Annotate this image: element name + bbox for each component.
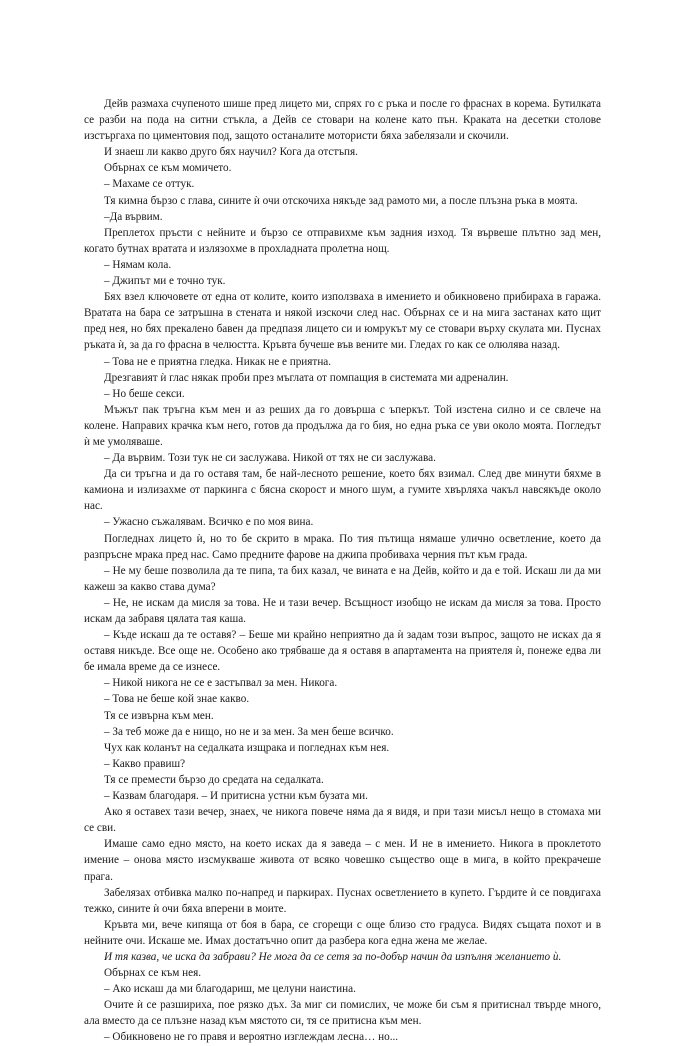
paragraph: – Не, не искам да мисля за това. Не и тази вечер. Всъщност изобщо не искам да мисля за това. Просто искам да забравя цялата тая каша. [84,596,601,625]
paragraph: Обърнах се към момичето. [104,162,232,175]
paragraph: Да си тръгна и да го оставя там, бе най-лесното решение, което бях взимал. След две минути бяхме в камиона и излизахме от паркинга с бясна скорост и много шум, а гумите хвърляха чакъл навсякъде около нас. [84,468,601,513]
paragraph: – Не му беше позволила да те пипа, та бих казал, че вината е на Дейв, който и да е той. Искаш ли да ми кажеш за какво става дума? [84,564,601,593]
paragraph: Преплетох пръсти с нейните и бързо се отправихме към задния изход. Тя вървеше плътно зад мен, когато бутнах вратата и излязохме в прохладната пролетна нощ. [84,226,601,255]
paragraph: Тя се премести бързо до средата на седалката. [104,773,324,786]
paragraph: – Ако искаш да ми благодариш, ме целуни наистина. [104,983,356,996]
paragraph: – Нямам кола. [104,258,172,271]
paragraph: – Това не е приятна гледка. Никак не е приятна. [104,355,332,368]
paragraph: Имаше само едно място, на което исках да я заведа – с мен. И не в имението. Никога в проклетото имение – онова място изсмукваше живота от всяко човешко същество още в мига, в който прекрачеше прага. [84,838,601,883]
paragraph: Кръвта ми, вече кипяща от боя в бара, се сгорещи с още близо сто градуса. Видях същата похот и в нейните очи. Искаше ме. Имах достатъчно опит да разбера кога една жена ме желае. [84,918,601,947]
paragraph: – Джипът ми е точно тук. [104,275,226,288]
paragraph: Забелязах отбивка малко по-напред и паркирах. Пуснах осветлението в купето. Гърдите ѝ се повдигаха тежко, сините ѝ очи бяха вперени в моите. [84,886,601,915]
paragraph: – За теб може да е нищо, но не и за мен. За мен беше всичко. [104,725,394,738]
paragraph: – Но беше секси. [104,387,185,400]
paragraph: Ако я оставех тази вечер, знаех, че никога повече няма да я видя, и при тази мисъл нещо в стомаха ми се сви. [84,806,601,835]
paragraph: Погледнах лицето ѝ, но то бе скрито в мрака. По тия пътища нямаше улично осветление, което да разпръсне мрака пред нас. Само предните фарове на джипа пробиваха черния път към града. [84,532,601,561]
paragraph: Очите ѝ се разшириха, пое рязко дъх. За миг си помислих, че може би съм я притиснал твърде много, ала вместо да се плъзне назад към мястото си, тя се притисна към мен. [84,999,601,1028]
paragraph: –Да вървим. [104,210,163,223]
paragraph: – Никой никога не се е застъпвал за мен. Никога. [104,677,338,690]
paragraph: Дрезгавият ѝ глас някак проби през мъглата от помпащия в системата ми адреналин. [104,371,509,384]
paragraph: – Махаме се оттук. [104,178,195,191]
italic-paragraph: И тя казва, че иска да забрави? Не мога да се сетя за по-добър начин да изпълня желанието ѝ. [104,950,562,963]
paragraph: Тя се извърна към мен. [104,709,214,722]
paragraph: Бях взел ключовете от една от колите, които използваха в имението и обикновено прибираха в гаража. Вратата на бара се затръшна в стената и някой изскочи след нас. Обърнах се и на мига застанах като щит пред нея, но бях прекалено бавен да предпазя лицето си и юмрукът му се стовари върху скулата ми. Пуснах ръката ѝ, за да го фрасна в челюстта. Кръвта бучеше във вените ми. Гледах го как се олюлява назад. [84,291,601,352]
book-page [84,96,601,1046]
paragraph: Обърнах се към нея. [104,967,202,980]
paragraph: Чух как коланът на седалката изщрака и погледнах към нея. [104,741,390,754]
paragraph: Тя кимна бързо с глава, сините ѝ очи отскочиха някъде зад рамото ми, а после плъзна ръка в моята. [104,194,578,207]
paragraph: – Това не беше кой знае какво. [104,693,250,706]
paragraph: – Ужасно съжалявам. Всичко е по моя вина. [104,516,314,529]
paragraph: – Обикновено не го правя и вероятно изглеждам лесна… но... [104,1031,399,1044]
paragraph: – Какво правиш? [104,757,186,770]
paragraph: Дейв размаха счупеното шише пред лицето ми, спрях го с ръка и после го фраснах в корема. Бутилката се разби на пода на ситни стъкла, а Дейв се стовари на колене като пън. Краката на десетки столове изстъргаха по циментовия под, защото останалите мотористи бяха забелязали и скочили. [84,98,601,143]
paragraph: – Да вървим. Този тук не си заслужава. Никой от тях не си заслужава. [104,452,436,465]
paragraph: Мъжът пак тръгна към мен и аз реших да го довърша с ъперкът. Той изстена силно и се свлече на колене. Направих крачка към него, готов да продължа да го бия, но една ръка се уви около моята. Погледът ѝ ме умоляваше. [84,403,601,448]
paragraph: И знаеш ли какво друго бях научил? Кога да отстъпя. [104,146,358,159]
paragraph: – Казвам благодаря. – И притисна устни към бузата ми. [104,790,368,803]
paragraph: – Къде искаш да те оставя? – Беше ми крайно неприятно да ѝ задам този въпрос, защото не исках да я оставя никъде. Все още не. Особено ако трябваше да я оставя в апартамента на приятеля ѝ, понеже едва ли бе имала време да се изнесе. [84,629,601,674]
